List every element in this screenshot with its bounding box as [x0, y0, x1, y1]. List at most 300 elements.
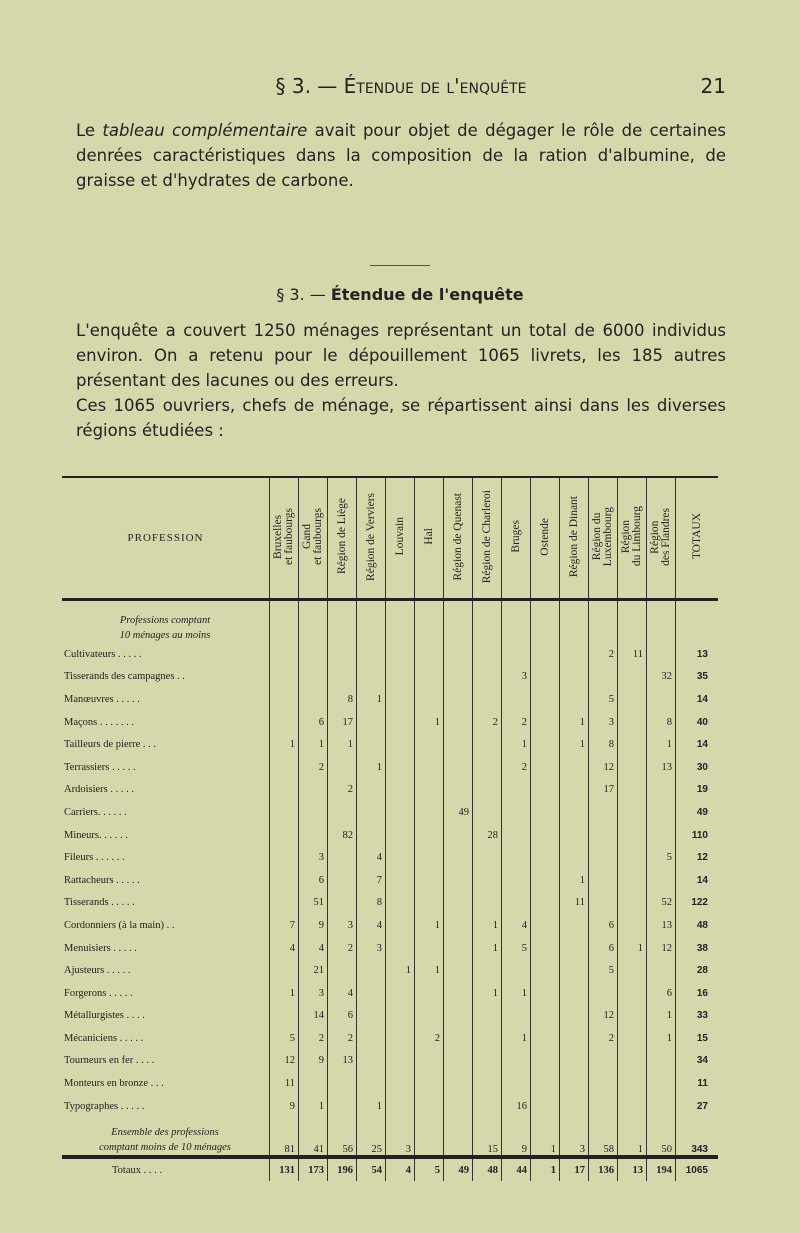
cell-value — [560, 959, 589, 982]
cell-value — [502, 959, 531, 982]
row-total: 122 — [676, 892, 719, 915]
cell-value — [357, 1005, 386, 1028]
cell-value — [473, 801, 502, 824]
cell-value — [270, 869, 299, 892]
row-total: 40 — [676, 711, 719, 734]
cell-value — [560, 1005, 589, 1028]
cell-value: 32 — [647, 666, 676, 689]
cell-value: 54 — [357, 1157, 386, 1181]
cell-value: 2 — [328, 1027, 357, 1050]
cell-value: 25 — [357, 1117, 386, 1157]
cell-value — [415, 892, 444, 915]
column-header — [531, 477, 560, 600]
row-label: Monteurs en bronze . . . — [64, 1078, 164, 1090]
cell-value: 6 — [589, 937, 618, 960]
cell-value: 28 — [473, 824, 502, 847]
row-total — [676, 600, 719, 644]
cell-value: 17 — [328, 711, 357, 734]
cell-value — [560, 1095, 589, 1118]
cell-value — [560, 937, 589, 960]
cell-value: 14 — [299, 1005, 328, 1028]
cell-value — [444, 643, 473, 666]
cell-value: 6 — [647, 982, 676, 1005]
cell-value — [531, 688, 560, 711]
cell-value — [415, 666, 444, 689]
cell-value — [357, 600, 386, 644]
cell-value — [270, 959, 299, 982]
row-total: 16 — [676, 982, 719, 1005]
cell-value — [386, 1072, 415, 1095]
row-total: 49 — [676, 801, 719, 824]
cell-value: 2 — [473, 711, 502, 734]
cell-value — [560, 666, 589, 689]
cell-value — [357, 801, 386, 824]
row-label: Professions comptant 10 ménages au moins — [119, 615, 211, 641]
cell-value: 50 — [647, 1117, 676, 1157]
cell-value — [444, 1027, 473, 1050]
cell-value: 12 — [589, 756, 618, 779]
cell-value — [473, 733, 502, 756]
cell-value — [415, 1005, 444, 1028]
cell-value: 44 — [502, 1157, 531, 1181]
cell-value — [531, 779, 560, 802]
cell-value — [386, 643, 415, 666]
cell-value — [357, 779, 386, 802]
cell-value — [415, 937, 444, 960]
professions-table — [62, 476, 718, 1181]
cell-value — [415, 982, 444, 1005]
cell-value: 9 — [299, 1050, 328, 1073]
cell-value: 12 — [647, 937, 676, 960]
cell-value: 3 — [328, 914, 357, 937]
column-header — [444, 477, 473, 600]
cell-value — [270, 779, 299, 802]
cell-value: 194 — [647, 1157, 676, 1181]
cell-value: 9 — [270, 1095, 299, 1118]
cell-value: 58 — [589, 1117, 618, 1157]
cell-value: 5 — [502, 937, 531, 960]
cell-value — [444, 914, 473, 937]
cell-value — [618, 733, 647, 756]
cell-value — [415, 1072, 444, 1095]
column-header-label: Région des Flandres — [649, 507, 672, 566]
cell-value — [647, 959, 676, 982]
row-label: Tisserands des campagnes . . — [64, 671, 185, 683]
row-total: 12 — [676, 846, 719, 869]
cell-value — [502, 824, 531, 847]
cell-value — [531, 600, 560, 644]
cell-value — [299, 779, 328, 802]
cell-value — [386, 756, 415, 779]
cell-value — [299, 801, 328, 824]
row-total: 28 — [676, 959, 719, 982]
cell-value — [589, 1050, 618, 1073]
cell-value — [270, 600, 299, 644]
cell-value: 173 — [299, 1157, 328, 1181]
cell-value — [647, 1095, 676, 1118]
cell-value — [560, 982, 589, 1005]
totals-row — [62, 1157, 718, 1181]
column-header-label: Région du Luxembourg — [591, 506, 614, 567]
cell-value — [618, 1072, 647, 1095]
cell-value — [618, 1027, 647, 1050]
cell-value: 1 — [357, 688, 386, 711]
cell-value — [386, 711, 415, 734]
table-row — [62, 937, 718, 960]
cell-value — [357, 711, 386, 734]
cell-value — [328, 1095, 357, 1118]
cell-value — [386, 846, 415, 869]
cell-value: 131 — [270, 1157, 299, 1181]
cell-value — [589, 982, 618, 1005]
row-total: 38 — [676, 937, 719, 960]
cell-value — [473, 1005, 502, 1028]
column-header — [647, 477, 676, 600]
cell-value: 1 — [647, 1027, 676, 1050]
column-header-label: TOTAUX — [690, 513, 703, 560]
cell-value — [647, 688, 676, 711]
column-header-label: Louvain — [393, 517, 406, 556]
cell-value — [560, 643, 589, 666]
cell-value — [444, 892, 473, 915]
cell-value: 1 — [531, 1117, 560, 1157]
cell-value — [444, 688, 473, 711]
cell-value — [386, 1095, 415, 1118]
cell-value — [444, 982, 473, 1005]
cell-value: 1 — [560, 733, 589, 756]
cell-value — [415, 1117, 444, 1157]
cell-value — [444, 711, 473, 734]
cell-value — [328, 869, 357, 892]
column-header-label: Gand et faubourgs — [301, 508, 324, 565]
cell-value — [444, 846, 473, 869]
table-row — [62, 711, 718, 734]
cell-value — [560, 779, 589, 802]
cell-value — [502, 779, 531, 802]
cell-value: 13 — [618, 1157, 647, 1181]
cell-value: 8 — [589, 733, 618, 756]
cell-value — [444, 1005, 473, 1028]
cell-value: 1 — [560, 869, 589, 892]
cell-value: 1 — [618, 1117, 647, 1157]
table-row — [62, 1095, 718, 1118]
cell-value — [415, 869, 444, 892]
cell-value: 7 — [270, 914, 299, 937]
cell-value — [473, 1072, 502, 1095]
cell-value — [647, 779, 676, 802]
cell-value — [357, 1027, 386, 1050]
cell-value — [531, 756, 560, 779]
cell-value — [560, 1050, 589, 1073]
cell-value — [618, 1050, 647, 1073]
cell-value — [299, 824, 328, 847]
cell-value: 196 — [328, 1157, 357, 1181]
cell-value: 1 — [357, 1095, 386, 1118]
cell-value — [357, 959, 386, 982]
cell-value — [444, 824, 473, 847]
cell-value — [357, 982, 386, 1005]
table-row — [62, 846, 718, 869]
row-total: 1065 — [676, 1157, 719, 1181]
cell-value — [589, 666, 618, 689]
cell-value — [386, 688, 415, 711]
cell-value — [618, 869, 647, 892]
row-total: 343 — [676, 1117, 719, 1157]
cell-value — [415, 801, 444, 824]
cell-value — [357, 666, 386, 689]
cell-value — [647, 643, 676, 666]
cell-value: 49 — [444, 1157, 473, 1181]
intro-paragraph: Le tableau complémentaire avait pour objet de dégager le rôle de certaines denrées caractéristiques dans la composition de la ration d'albumine, de graisse et d'hydrates de carbone. — [76, 121, 726, 190]
cell-value: 6 — [299, 711, 328, 734]
row-total: 14 — [676, 869, 719, 892]
cell-value: 1 — [502, 982, 531, 1005]
row-total: 13 — [676, 643, 719, 666]
cell-value — [473, 1095, 502, 1118]
row-label: Métallurgistes . . . . — [64, 1010, 145, 1022]
cell-value — [473, 666, 502, 689]
column-header — [560, 477, 589, 600]
cell-value — [502, 1005, 531, 1028]
cell-value: 2 — [589, 643, 618, 666]
cell-value — [618, 711, 647, 734]
table-row — [62, 756, 718, 779]
cell-value — [444, 600, 473, 644]
cell-value — [589, 846, 618, 869]
column-header-label: Région de Dinant — [567, 495, 580, 578]
cell-value — [415, 600, 444, 644]
cell-value — [473, 959, 502, 982]
row-total: 33 — [676, 1005, 719, 1028]
cell-value: 81 — [270, 1117, 299, 1157]
cell-value — [473, 1050, 502, 1073]
cell-value: 11 — [618, 643, 647, 666]
cell-value — [560, 688, 589, 711]
row-total: 14 — [676, 688, 719, 711]
table-row — [62, 959, 718, 982]
cell-value: 1 — [415, 914, 444, 937]
cell-value — [415, 733, 444, 756]
cell-value — [270, 1005, 299, 1028]
cell-value — [444, 959, 473, 982]
cell-value: 8 — [357, 892, 386, 915]
section-title: Étendue de l'enquête — [330, 285, 524, 304]
cell-value — [270, 643, 299, 666]
cell-value — [328, 643, 357, 666]
cell-value: 3 — [502, 666, 531, 689]
cell-value: 1 — [647, 733, 676, 756]
cell-value — [386, 1027, 415, 1050]
row-label: Ensemble des professions comptant moins de 10 ménages — [62, 1117, 270, 1157]
cell-value: 2 — [589, 1027, 618, 1050]
column-header-label: Hal — [422, 528, 435, 545]
table-row — [62, 892, 718, 915]
header-profession: PROFESSION — [62, 477, 270, 600]
cell-value — [328, 801, 357, 824]
cell-value — [589, 824, 618, 847]
cell-value — [531, 982, 560, 1005]
cell-value: 82 — [328, 824, 357, 847]
row-total: 48 — [676, 914, 719, 937]
row-total: 15 — [676, 1027, 719, 1050]
cell-value — [473, 892, 502, 915]
cell-value — [531, 824, 560, 847]
row-label: Maçons . . . . . . . — [64, 716, 134, 728]
table-row — [62, 1050, 718, 1073]
cell-value: 4 — [502, 914, 531, 937]
row-label: Manœuvres . . . . . — [64, 693, 140, 705]
cell-value — [415, 1095, 444, 1118]
cell-value — [473, 779, 502, 802]
ensemble-row — [62, 1117, 718, 1157]
cell-value — [618, 1005, 647, 1028]
cell-value: 3 — [386, 1117, 415, 1157]
cell-value: 13 — [328, 1050, 357, 1073]
cell-value: 5 — [270, 1027, 299, 1050]
row-label: Forgerons . . . . . — [64, 987, 133, 999]
cell-value — [502, 801, 531, 824]
cell-value — [531, 937, 560, 960]
cell-value: 6 — [299, 869, 328, 892]
cell-value: 3 — [357, 937, 386, 960]
cell-value: 48 — [473, 1157, 502, 1181]
cell-value — [647, 869, 676, 892]
cell-value — [386, 1050, 415, 1073]
cell-value: 3 — [299, 982, 328, 1005]
cell-value: 49 — [444, 801, 473, 824]
cell-value — [531, 1072, 560, 1095]
cell-value: 52 — [647, 892, 676, 915]
cell-value — [386, 801, 415, 824]
cell-value — [386, 779, 415, 802]
cell-value — [502, 846, 531, 869]
cell-value — [560, 600, 589, 644]
cell-value — [647, 824, 676, 847]
cell-value — [415, 1050, 444, 1073]
cell-value: 1 — [560, 711, 589, 734]
column-header — [676, 477, 719, 600]
cell-value — [473, 756, 502, 779]
cell-value: 17 — [589, 779, 618, 802]
cell-value — [328, 600, 357, 644]
cell-value — [560, 1027, 589, 1050]
cell-value: 8 — [647, 711, 676, 734]
cell-value — [386, 982, 415, 1005]
cell-value: 4 — [357, 914, 386, 937]
cell-value — [502, 643, 531, 666]
cell-value — [531, 711, 560, 734]
column-header — [299, 477, 328, 600]
column-header — [328, 477, 357, 600]
cell-value: 1 — [502, 733, 531, 756]
cell-value — [531, 1095, 560, 1118]
cell-value — [270, 824, 299, 847]
cell-value: 56 — [328, 1117, 357, 1157]
table-row — [62, 666, 718, 689]
cell-value: 6 — [589, 914, 618, 937]
cell-value — [444, 1050, 473, 1073]
cell-value — [473, 688, 502, 711]
cell-value — [502, 600, 531, 644]
divider — [370, 265, 430, 266]
table-row — [62, 733, 718, 756]
cell-value — [531, 914, 560, 937]
cell-value: 5 — [415, 1157, 444, 1181]
cell-value: 1 — [270, 982, 299, 1005]
section-number: § 3. — — [276, 285, 326, 304]
cell-value — [270, 846, 299, 869]
column-header-label: Bruxelles et faubourgs — [272, 508, 295, 565]
cell-value — [589, 600, 618, 644]
cell-value — [618, 801, 647, 824]
row-label: Fileurs . . . . . . — [64, 852, 125, 864]
cell-value — [357, 733, 386, 756]
cell-value — [618, 892, 647, 915]
cell-value — [618, 959, 647, 982]
cell-value — [444, 1117, 473, 1157]
row-label: Terrassiers . . . . . — [64, 761, 136, 773]
cell-value: 1 — [299, 733, 328, 756]
cell-value: 12 — [589, 1005, 618, 1028]
table-header-row — [62, 477, 718, 600]
cell-value — [415, 756, 444, 779]
cell-value: 1 — [415, 959, 444, 982]
cell-value: 51 — [299, 892, 328, 915]
cell-value — [618, 824, 647, 847]
cell-value: 1 — [618, 937, 647, 960]
cell-value — [531, 801, 560, 824]
cell-value: 1 — [473, 914, 502, 937]
cell-value — [502, 688, 531, 711]
cell-value: 4 — [386, 1157, 415, 1181]
cell-value — [531, 1050, 560, 1073]
column-header — [502, 477, 531, 600]
cell-value — [502, 869, 531, 892]
cell-value: 4 — [270, 937, 299, 960]
column-header — [415, 477, 444, 600]
cell-value — [589, 892, 618, 915]
cell-value — [589, 1072, 618, 1095]
cell-value: 6 — [328, 1005, 357, 1028]
cell-value — [386, 892, 415, 915]
column-header-label: Région de Liège — [335, 498, 348, 575]
cell-value — [357, 1072, 386, 1095]
cell-value: 1 — [357, 756, 386, 779]
cell-value: 1 — [473, 982, 502, 1005]
cell-value — [415, 824, 444, 847]
cell-value — [444, 1095, 473, 1118]
row-label: Tisserands . . . . . — [64, 897, 135, 909]
cell-value — [328, 1072, 357, 1095]
cell-value: 3 — [560, 1117, 589, 1157]
cell-value — [618, 1095, 647, 1118]
cell-value — [386, 869, 415, 892]
row-label: Tourneurs en fer . . . . — [64, 1055, 155, 1067]
column-header — [270, 477, 299, 600]
row-label: Menuisiers . . . . . — [64, 942, 137, 954]
cell-value: 11 — [560, 892, 589, 915]
cell-value — [328, 666, 357, 689]
cell-value: 41 — [299, 1117, 328, 1157]
cell-value — [386, 937, 415, 960]
cell-value — [386, 1005, 415, 1028]
column-header — [473, 477, 502, 600]
cell-value — [618, 756, 647, 779]
column-header — [589, 477, 618, 600]
table-row — [62, 688, 718, 711]
table-row — [62, 1072, 718, 1095]
cell-value: 2 — [328, 937, 357, 960]
